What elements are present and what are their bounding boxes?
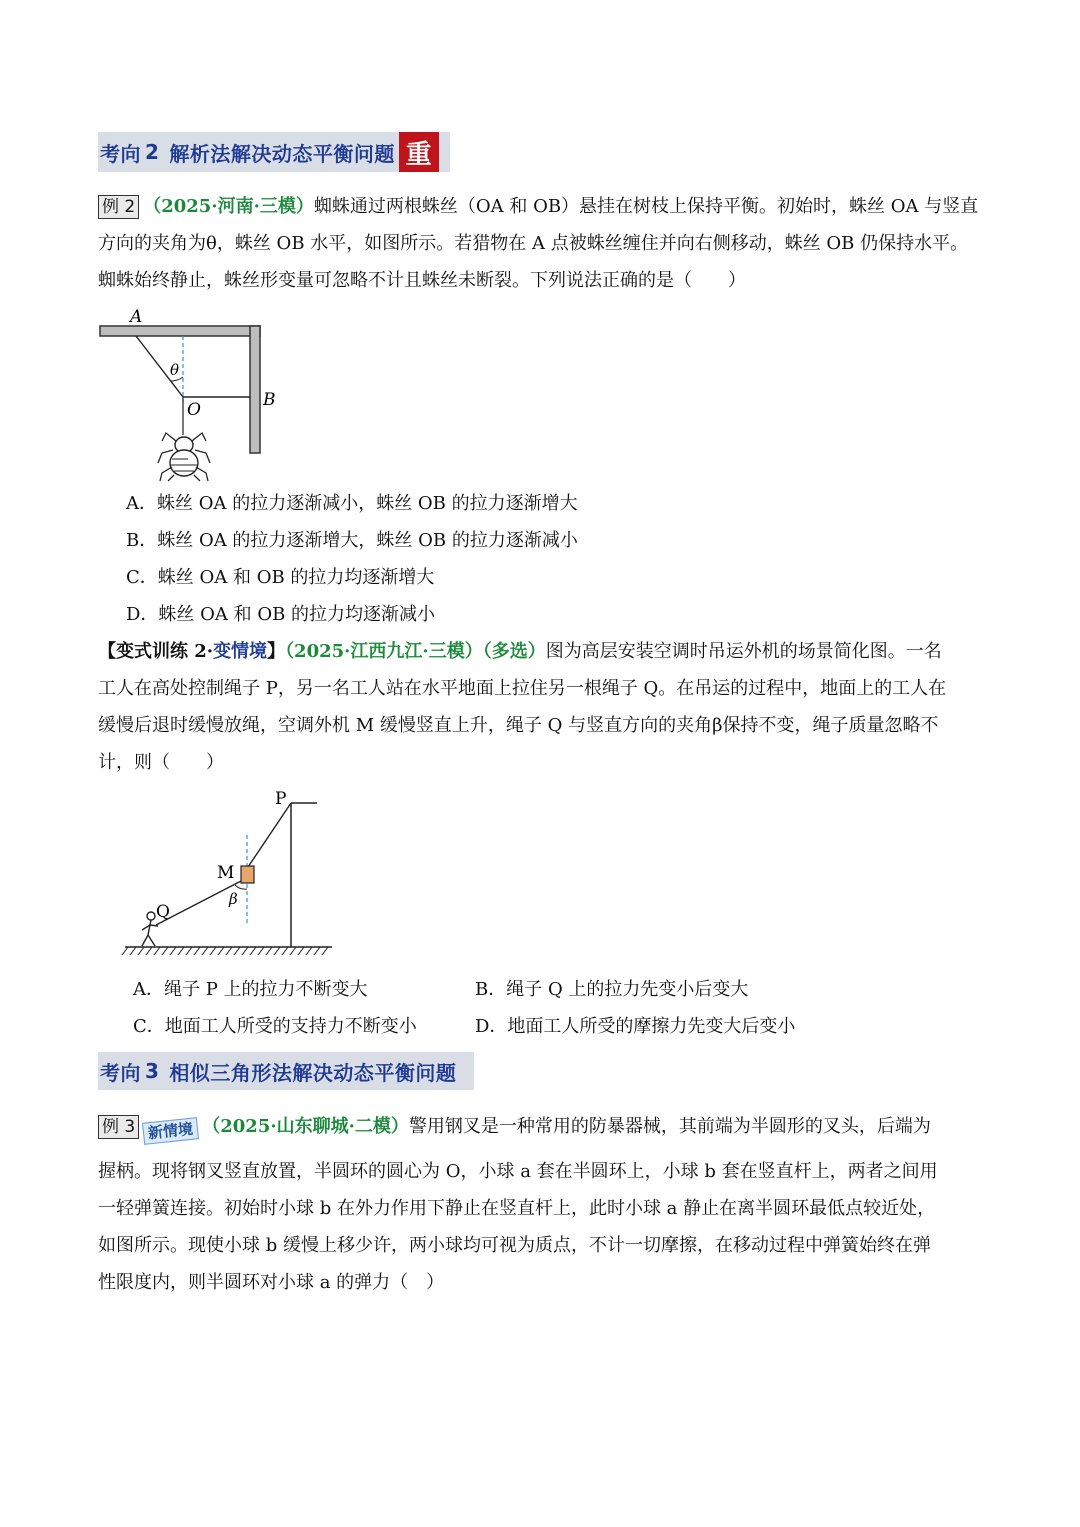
branch-top [100, 326, 260, 336]
variant-2-option-c[interactable]: C．地面工人所受的支持力不断变小 [133, 1016, 417, 1037]
spider-figure [98, 305, 278, 485]
example-3-stem [98, 1108, 983, 1301]
section-2-number: 2 [145, 140, 160, 164]
variant-2-line-3: 缓慢后退时缓慢放绳，空调外机 M 缓慢竖直上升，绳子 Q 与竖直方向的夹角β保持不变，绳子质量忽略不 [98, 715, 939, 736]
variant-2-option-b[interactable]: B．绳子 Q 上的拉力先变小后变大 [475, 979, 749, 1000]
crane-figure [120, 785, 340, 960]
example-2-stem [98, 188, 983, 299]
example-2-line-2: 方向的夹角为θ，蛛丝 OB 水平，如图所示。若猎物在 A 点被蛛丝缠住并向右侧移动，蛛丝 OB 仍保持水平。 [98, 233, 969, 254]
label-p: P [275, 789, 287, 809]
example-2-line-3: 蜘蛛始终静止，蛛丝形变量可忽略不计且蛛丝未断裂。下列说法正确的是（ ） [98, 270, 746, 291]
example-2-option-b[interactable]: B．蛛丝 OA 的拉力逐渐增大，蛛丝 OB 的拉力逐渐减小 [126, 530, 578, 551]
label-o: O [187, 400, 201, 420]
variant-2-bracket-open: 【变式训练 2· [98, 641, 214, 662]
variant-2-source: （2025·江西九江·三模）（多选） [285, 641, 546, 662]
section-2-title: 解析法解决动态平衡问题 [169, 141, 395, 166]
section-2-prefix: 考向 [100, 141, 141, 166]
example-3-tag: 例 3 [98, 1115, 139, 1139]
branch-side [250, 326, 260, 453]
label-m: M [217, 863, 235, 883]
variant-2-line-2: 工人在高处控制绳子 P，另一名工人站在水平地面上拉住另一根绳子 Q。在吊运的过程中，地面上的工人在 [98, 678, 947, 699]
label-beta: β [229, 890, 238, 908]
variant-2-option-d[interactable]: D．地面工人所受的摩擦力先变大后变小 [475, 1016, 796, 1037]
ac-unit-m [241, 866, 254, 883]
example-3-line-4: 如图所示。现使小球 b 缓慢上移少许，两小球均可视为质点，不计一切摩擦，在移动过程中弹簧始终在弹 [98, 1235, 931, 1256]
variant-2-option-a[interactable]: A．绳子 P 上的拉力不断变大 [133, 979, 368, 1000]
example-2-option-c[interactable]: C．蛛丝 OA 和 OB 的拉力均逐渐增大 [126, 567, 435, 588]
label-q: Q [156, 902, 170, 922]
example-2-option-d[interactable]: D．蛛丝 OA 和 OB 的拉力均逐渐减小 [126, 604, 436, 625]
section-2-header [98, 132, 450, 172]
example-3-line-3: 一轻弹簧连接。初始时小球 b 在外力作用下静止在竖直杆上，此时小球 a 静止在离半圆环最低点较近处， [98, 1198, 936, 1219]
example-3-source: （2025·山东聊城·二模） [202, 1116, 409, 1137]
example-2-line-1: 蜘蛛通过两根蛛丝（OA 和 OB）悬挂在树枝上保持平衡。初始时，蛛丝 OA 与竖直 [313, 196, 979, 217]
variant-2-stem [98, 633, 983, 781]
label-b: B [263, 390, 276, 410]
section-3-title: 相似三角形法解决动态平衡问题 [169, 1060, 457, 1085]
example-3-line-5: 性限度内，则半圆环对小球 a 的弹力（ ） [98, 1272, 445, 1293]
example-2-option-a[interactable]: A．蛛丝 OA 的拉力逐渐减小，蛛丝 OB 的拉力逐渐增大 [126, 493, 578, 514]
section-3-number: 3 [145, 1059, 160, 1083]
variant-2-line-1: 图为高层安装空调时吊运外机的场景简化图。一名 [545, 641, 942, 662]
example-2-source: （2025·河南·三模） [143, 196, 314, 217]
example-3-line-2: 握柄。现将钢叉竖直放置，半圆环的圆心为 O，小球 a 套在半圆环上，小球 b 套在竖直杆上，两者之间用 [98, 1161, 938, 1182]
label-theta: θ [170, 361, 180, 379]
new-scenario-badge: 新情境 [142, 1117, 199, 1145]
important-badge: 重 [399, 132, 439, 172]
spider-icon [158, 433, 210, 481]
section-3-header [98, 1052, 474, 1090]
label-a: A [130, 307, 143, 327]
section-3-prefix: 考向 [100, 1060, 141, 1085]
variant-2-bracket-close: 】 [267, 641, 286, 662]
beta-arc [235, 885, 247, 889]
rope-p [248, 803, 291, 867]
example-2-tag: 例 2 [98, 195, 139, 219]
ground-hatch [122, 947, 328, 955]
example-3-line-1: 警用钢叉是一种常用的防暴器械，其前端为半圆形的叉头，后端为 [408, 1116, 931, 1137]
variant-2-line-4: 计，则（ ） [98, 752, 224, 773]
variant-2-kind: 变情境 [213, 641, 268, 662]
